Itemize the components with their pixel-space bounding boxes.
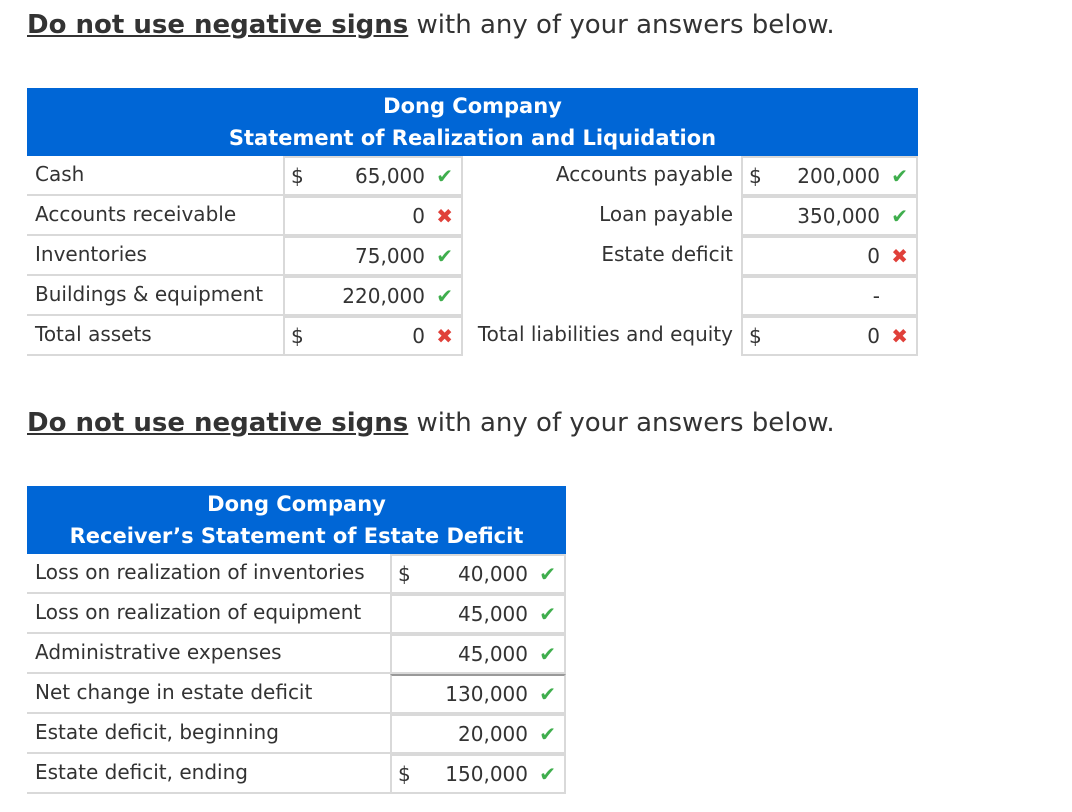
correct-check-icon: ✔ bbox=[891, 204, 908, 228]
deficit-label: Administrative expenses bbox=[27, 634, 390, 674]
dollar-sign: $ bbox=[398, 762, 411, 786]
answer-cell[interactable] bbox=[390, 634, 566, 674]
answer-value: 130,000 bbox=[445, 682, 528, 706]
answer-value: 200,000 bbox=[797, 164, 880, 188]
statement1-title: Statement of Realization and Liquidation bbox=[228, 126, 717, 150]
deficit-label: Loss on realization of equipment bbox=[27, 594, 390, 634]
answer-value: 20,000 bbox=[458, 722, 528, 746]
answer-value: 0 bbox=[867, 324, 880, 348]
asset-label: Cash bbox=[27, 156, 283, 196]
asset-label: Accounts receivable bbox=[27, 196, 283, 236]
answer-cell[interactable] bbox=[741, 316, 918, 356]
instruction-2 bbox=[27, 408, 835, 438]
correct-check-icon: ✔ bbox=[891, 164, 908, 188]
statement1-company: Dong Company bbox=[383, 94, 562, 118]
answer-cell[interactable] bbox=[741, 156, 918, 196]
asset-label: Inventories bbox=[27, 236, 283, 276]
answer-cell[interactable] bbox=[283, 156, 463, 196]
incorrect-x-icon: ✖ bbox=[436, 324, 453, 348]
answer-cell[interactable] bbox=[741, 236, 918, 276]
dollar-sign: $ bbox=[398, 562, 411, 586]
correct-check-icon: ✔ bbox=[539, 562, 556, 586]
answer-value: 40,000 bbox=[458, 562, 528, 586]
answer-cell[interactable] bbox=[390, 754, 566, 794]
statement2-company: Dong Company bbox=[207, 492, 386, 516]
liability-label: Loan payable bbox=[463, 196, 741, 236]
answer-value: 75,000 bbox=[355, 244, 425, 268]
answer-cell[interactable] bbox=[390, 594, 566, 634]
answer-cell[interactable] bbox=[283, 316, 463, 356]
statement2-header bbox=[27, 486, 566, 554]
correct-check-icon: ✔ bbox=[539, 722, 556, 746]
answer-cell[interactable] bbox=[390, 554, 566, 594]
correct-check-icon: ✔ bbox=[436, 244, 453, 268]
liability-label bbox=[463, 276, 741, 316]
answer-value: 0 bbox=[412, 324, 425, 348]
dollar-sign: $ bbox=[291, 164, 304, 188]
correct-check-icon: ✔ bbox=[436, 164, 453, 188]
answer-cell[interactable] bbox=[741, 276, 918, 316]
instruction-text: with any of your answers below. bbox=[408, 408, 835, 438]
statement2-title: Receiver’s Statement of Estate Deficit bbox=[69, 524, 524, 548]
answer-cell[interactable] bbox=[283, 276, 463, 316]
liability-label: Total liabilities and equity bbox=[463, 316, 741, 356]
answer-value: 65,000 bbox=[355, 164, 425, 188]
asset-label: Buildings & equipment bbox=[27, 276, 283, 316]
answer-value: 45,000 bbox=[458, 602, 528, 626]
answer-value: - bbox=[872, 284, 880, 308]
deficit-label: Loss on realization of inventories bbox=[27, 554, 390, 594]
answer-value: 150,000 bbox=[445, 762, 528, 786]
correct-check-icon: ✔ bbox=[539, 762, 556, 786]
incorrect-x-icon: ✖ bbox=[436, 204, 453, 228]
answer-value: 45,000 bbox=[458, 642, 528, 666]
incorrect-x-icon: ✖ bbox=[891, 324, 908, 348]
correct-check-icon: ✔ bbox=[539, 642, 556, 666]
answer-cell[interactable] bbox=[390, 714, 566, 754]
answer-value: 220,000 bbox=[342, 284, 425, 308]
instruction-emphasis: Do not use negative signs bbox=[27, 408, 409, 438]
correct-check-icon: ✔ bbox=[539, 682, 556, 706]
correct-check-icon: ✔ bbox=[539, 602, 556, 626]
dollar-sign: $ bbox=[749, 164, 762, 188]
deficit-label: Net change in estate deficit bbox=[27, 674, 390, 714]
instruction-1 bbox=[27, 10, 835, 40]
deficit-label: Estate deficit, beginning bbox=[27, 714, 390, 754]
answer-cell[interactable] bbox=[390, 674, 566, 714]
correct-check-icon: ✔ bbox=[436, 284, 453, 308]
dollar-sign: $ bbox=[749, 324, 762, 348]
incorrect-x-icon: ✖ bbox=[891, 244, 908, 268]
answer-cell[interactable] bbox=[741, 196, 918, 236]
answer-value: 350,000 bbox=[797, 204, 880, 228]
liability-label: Accounts payable bbox=[463, 156, 741, 196]
answer-value: 0 bbox=[867, 244, 880, 268]
instruction-emphasis: Do not use negative signs bbox=[27, 10, 409, 40]
answer-value: 0 bbox=[412, 204, 425, 228]
liability-label: Estate deficit bbox=[463, 236, 741, 276]
answer-cell[interactable] bbox=[283, 196, 463, 236]
dollar-sign: $ bbox=[291, 324, 304, 348]
asset-label: Total assets bbox=[27, 316, 283, 356]
instruction-text: with any of your answers below. bbox=[408, 10, 835, 40]
statement1-header bbox=[27, 88, 918, 156]
deficit-label: Estate deficit, ending bbox=[27, 754, 390, 794]
answer-cell[interactable] bbox=[283, 236, 463, 276]
